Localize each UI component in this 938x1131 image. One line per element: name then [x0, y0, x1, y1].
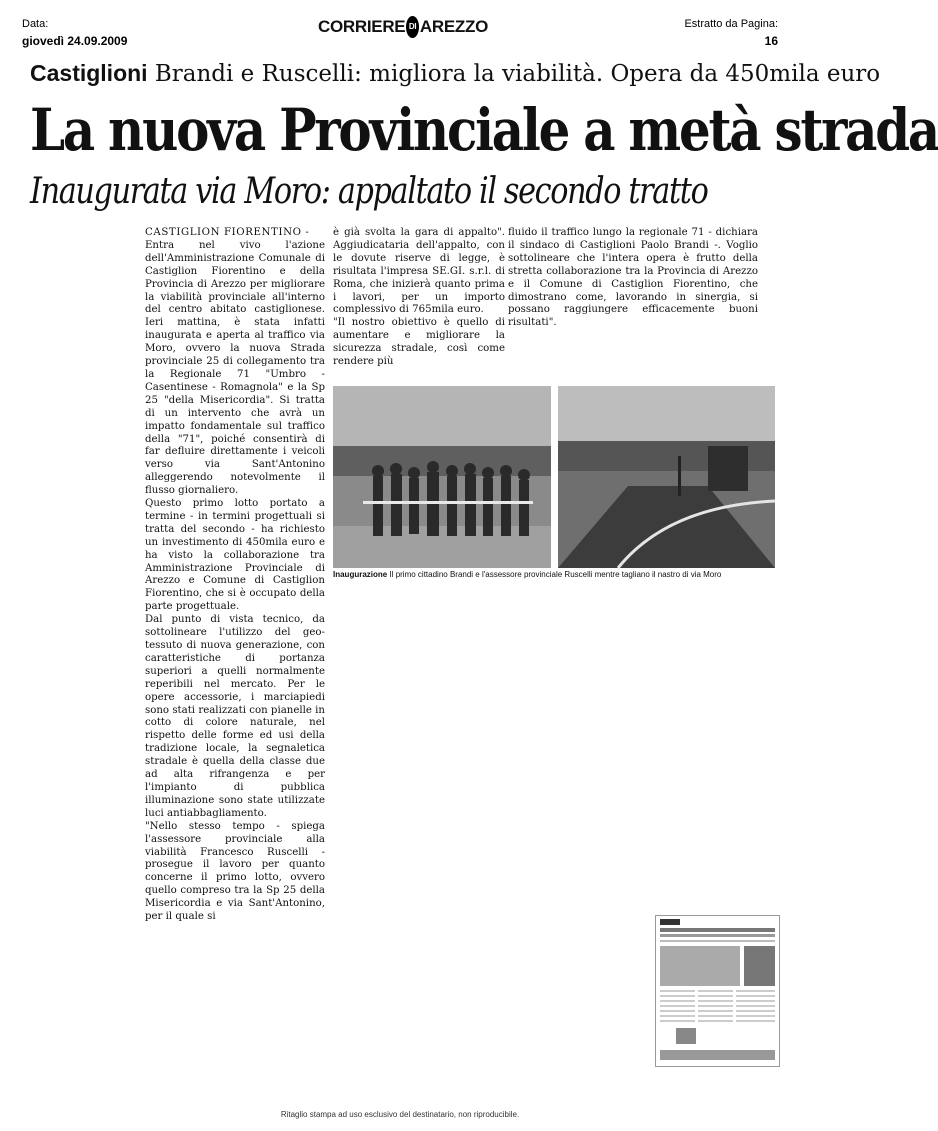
extract-label: Estratto da Pagina: — [684, 18, 778, 30]
col1-paragraph: Dal punto di vista tecnico, da sottolineare l'utilizzo del geo-tessuto di nuova generazione, con caratteristiche di portanza superiori a quelli normalmente reperibili nel mercato. Per le opere accessorie, i marciapiedi sono stati realizzati con pianelle in cotto di colore naturale, nel rispetto delle forme ed usi della tradizione locale, la segnaletica stradale è quella della classe due ad alta rifrangenza e per l'impianto di pubblica illuminazione sono state utilizzate luci antiabbagliamento. — [145, 614, 325, 819]
caption-text: Il primo cittadino Brandi e l'assessore provinciale Ruscelli mentre tagliano il nastro di via Moro — [389, 570, 722, 579]
col3-paragraph: fluido il traffico lungo la regionale 71 - dichiara il sindaco di Castiglioni Paolo Brandi -. Voglio sottolineare che l'intera opera è frutto della stretta collaborazione tra la Provincia di Arezzo e il Comune di Castiglion Fiorentino, che dimostrano come, lavorando in sinergia, si possano raggiungere efficacemente buoni risultati". — [508, 227, 758, 329]
page-thumbnail-art — [656, 916, 779, 1066]
article-dateline: CASTIGLION FIORENTINO - — [145, 227, 310, 238]
article-column-3 — [508, 227, 758, 330]
col1-paragraph: Questo primo lotto portato a termine - in termini progettuali si tratta del secondo - ha richiesto un investimento di 450mila euro e ha visto la collaborazione tra Amministrazione Provinciale di Arezzo e Comune di Castiglion Fiorentino, che si è occupato della parte progettuale. — [145, 498, 325, 613]
masthead-di: DI — [406, 16, 419, 38]
col1-paragraph: "Nello stesso tempo - spiega l'assessore provinciale alla viabilità Francesco Ruscelli - prosegue il lavoro per quanto concerne il primo lotto, ovvero quello compreso tra la Sp 25 della Misericordia e via Sant'Antonino, per il quale si — [145, 820, 325, 923]
article-headline: La nuova Provinciale a metà strada — [30, 96, 938, 164]
masthead-logo — [318, 14, 488, 40]
photo-caption — [333, 570, 773, 579]
caption-label: Inaugurazione — [333, 570, 388, 579]
masthead-right: AREZZO — [419, 17, 488, 36]
road-photo-art — [558, 386, 775, 568]
col2-paragraph: "Il nostro obiettivo è quello di aumentare e migliorare la sicurezza stradale, così come rendere più — [333, 317, 505, 368]
inauguration-photo — [333, 386, 551, 568]
footer-note: Ritaglio stampa ad uso esclusivo del destinatario, non riproducibile. — [280, 1110, 520, 1119]
date-label: Data: — [22, 18, 49, 30]
road-photo — [558, 386, 775, 568]
inauguration-photo-art — [333, 386, 551, 568]
date-value: giovedì 24.09.2009 — [22, 34, 128, 48]
masthead-left: CORRIERE — [318, 17, 406, 36]
kicker-text: Brandi e Ruscelli: migliora la viabilità. Opera da 450mila euro — [154, 61, 881, 87]
article-subheadline: Inaugurata via Moro: appaltato il secondo tratto — [30, 171, 708, 212]
kicker-place: Castiglioni — [30, 60, 148, 86]
page-thumbnail — [655, 915, 780, 1067]
article-kicker — [30, 60, 881, 87]
col1-paragraph: Entra nel vivo l'azione dell'Amministrazione Comunale di Castiglion Fiorentino e della Provincia di Arezzo per migliorare la viabilità provinciale all'interno del centro abitato castiglionese. Ieri mattina, è stata infatti inaugurata e aperta al traffico via Moro, ovvero la nuova Strada provinciale 25 di collegamento tra la Regionale 71 "Umbro - Casentinese - Romagnola" e la Sp 25 "della Misericordia". Si tratta di un intervento che avrà un impatto fondamentale sul traffico della "71", poiché consentirà di far defluire direttamente i veicoli verso via Sant'Antonino alleggerendo notevolmente il flusso giornaliero. — [145, 239, 325, 497]
col2-paragraph: è già svolta la gara di appalto". Aggiudicataria dell'appalto, con le dovute riserve di legge, è risultata l'impresa SE.GI. s.r.l. di Roma, che inizierà quanto prima i lavori, per un importo complessivo di 765mila euro. — [333, 227, 505, 316]
page-number: 16 — [764, 34, 778, 48]
article-column-1 — [145, 227, 325, 924]
article-column-2 — [333, 227, 505, 369]
